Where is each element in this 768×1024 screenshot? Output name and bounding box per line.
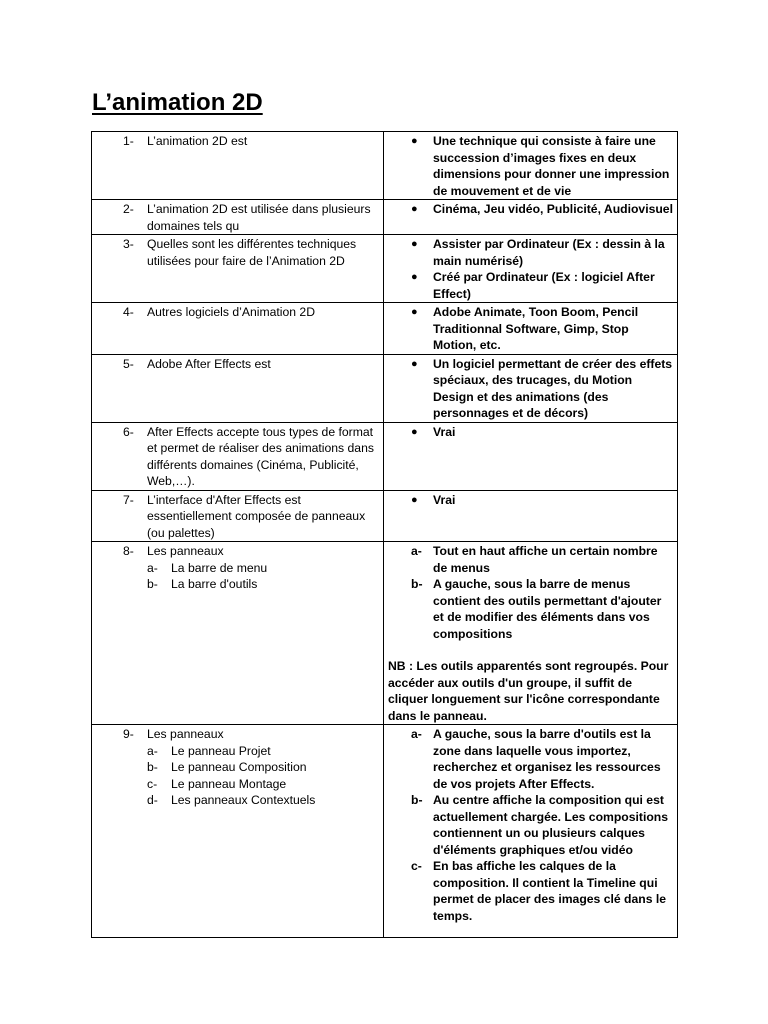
answer-letter: b- bbox=[411, 793, 423, 807]
question-text: L’interface d'After Effects est essentiellement composée de panneaux (ou palettes) bbox=[147, 492, 366, 540]
qa-table bbox=[91, 131, 678, 938]
question-text: After Effects accepte tous types de format et permet de réaliser des animations dans différents domaines (Cinéma, Publicité, Web,…). bbox=[147, 424, 374, 488]
answer-text: Un logiciel permettant de créer des effets spéciaux, des trucages, du Motion Design et des animations (des personnages et de décors) bbox=[433, 356, 673, 420]
sub-item-letter: a- bbox=[147, 560, 158, 575]
row-number: 8- bbox=[123, 544, 134, 558]
sub-item-text: Le panneau Montage bbox=[171, 776, 287, 791]
table-row bbox=[92, 725, 678, 938]
answer-text: Au centre affiche la composition qui est actuellement chargée. Les compositions contiennent un ou plusieurs calques d'éléments graphiques et/ou vidéo bbox=[433, 793, 669, 857]
bullet-icon: ● bbox=[411, 493, 418, 506]
answer-text: Vrai bbox=[433, 492, 456, 507]
answer-text: A gauche, sous la barre d'outils est la zone dans laquelle vous importez, recherchez et organisez les ressources de vos projets After Effects. bbox=[433, 727, 661, 791]
bullet-icon: ● bbox=[411, 135, 418, 147]
row-number: 1- bbox=[123, 134, 134, 148]
question-text: L’animation 2D est bbox=[147, 134, 248, 148]
question-cell bbox=[92, 235, 384, 303]
answer-text: Vrai bbox=[433, 424, 456, 439]
table-row bbox=[92, 200, 678, 235]
answer-text: Adobe Animate, Toon Boom, Pencil Traditionnal Software, Gimp, Stop Motion, etc. bbox=[433, 305, 639, 352]
bullet-icon: ● bbox=[411, 425, 418, 438]
question-cell bbox=[92, 542, 384, 725]
question-text: L’animation 2D est utilisée dans plusieurs domaines tels qu bbox=[147, 202, 371, 233]
answer-letter: b- bbox=[411, 577, 423, 591]
answer-cell bbox=[384, 200, 678, 235]
answer-cell bbox=[384, 725, 678, 938]
answer-letter: a- bbox=[411, 727, 422, 741]
question-text: Les panneaux bbox=[147, 727, 224, 741]
bullet-icon: ● bbox=[411, 357, 418, 370]
sub-item-text: La barre d'outils bbox=[171, 577, 258, 591]
question-cell bbox=[92, 725, 384, 938]
answer-cell bbox=[384, 235, 678, 303]
question-cell bbox=[92, 200, 384, 235]
row-number: 6- bbox=[123, 424, 134, 439]
question-cell bbox=[92, 422, 384, 490]
question-text: Les panneaux bbox=[147, 544, 224, 558]
table-row bbox=[92, 354, 678, 422]
sub-item-letter: d- bbox=[147, 793, 158, 807]
question-cell bbox=[92, 303, 384, 355]
answer-text: A gauche, sous la barre de menus contient des outils permettant d'ajouter et de modifier des éléments dans vos compositions bbox=[433, 577, 662, 641]
answer-text: Une technique qui consiste à faire une succession d’images fixes en deux dimensions pour donner une impression de mouvement et de vie bbox=[433, 134, 670, 198]
sub-item-letter: b- bbox=[147, 760, 158, 774]
row-number: 4- bbox=[123, 305, 134, 319]
answer-text: Cinéma, Jeu vidéo, Publicité, Audiovisuel bbox=[433, 202, 673, 216]
bullet-icon: ● bbox=[411, 203, 418, 215]
table-row bbox=[92, 132, 678, 200]
sub-item-text: La barre de menu bbox=[171, 560, 268, 575]
note-text: NB : Les outils apparentés sont regroupés. Pour accéder aux outils d'un groupe, il suffit de cliquer longuement sur l'icône correspondante dans le panneau. bbox=[388, 659, 669, 723]
answer-text: Tout en haut affiche un certain nombre de menus bbox=[433, 544, 658, 575]
answer-cell bbox=[384, 422, 678, 490]
table-row bbox=[92, 303, 678, 355]
question-text: Adobe After Effects est bbox=[147, 356, 271, 371]
bullet-icon: ● bbox=[411, 306, 418, 318]
question-cell bbox=[92, 132, 384, 200]
row-number: 7- bbox=[123, 492, 134, 507]
question-cell bbox=[92, 490, 384, 542]
row-number: 5- bbox=[123, 356, 134, 371]
sub-item-text: Le panneau Projet bbox=[171, 743, 271, 758]
question-text: Quelles sont les différentes techniques utilisées pour faire de l’Animation 2D bbox=[147, 237, 357, 268]
sub-item-letter: a- bbox=[147, 743, 158, 758]
question-cell bbox=[92, 354, 384, 422]
sub-item-letter: c- bbox=[147, 776, 158, 791]
answer-text: En bas affiche les calques de la composition. Il contient la Timeline qui permet de placer des images clé dans le temps. bbox=[433, 859, 667, 923]
answer-letter: c- bbox=[411, 859, 422, 873]
question-text: Autres logiciels d’Animation 2D bbox=[147, 305, 315, 319]
answer-text: Créé par Ordinateur (Ex : logiciel After Effect) bbox=[433, 270, 655, 301]
answer-cell bbox=[384, 132, 678, 200]
bullet-icon: ● bbox=[411, 238, 418, 250]
row-number: 3- bbox=[123, 237, 134, 251]
sub-item-text: Les panneaux Contextuels bbox=[171, 793, 316, 807]
row-number: 9- bbox=[123, 727, 134, 741]
table-row bbox=[92, 542, 678, 725]
answer-cell bbox=[384, 490, 678, 542]
row-number: 2- bbox=[123, 202, 134, 216]
answer-cell bbox=[384, 354, 678, 422]
page-title: L’animation 2D bbox=[92, 89, 263, 116]
answer-letter: a- bbox=[411, 544, 422, 558]
bullet-icon: ● bbox=[411, 271, 418, 283]
table-row bbox=[92, 422, 678, 490]
answer-cell bbox=[384, 542, 678, 725]
answer-text: Assister par Ordinateur (Ex : dessin à la main numérisé) bbox=[433, 237, 665, 268]
answer-cell bbox=[384, 303, 678, 355]
table-row bbox=[92, 490, 678, 542]
sub-item-letter: b- bbox=[147, 577, 158, 591]
table-row bbox=[92, 235, 678, 303]
sub-item-text: Le panneau Composition bbox=[171, 760, 307, 774]
